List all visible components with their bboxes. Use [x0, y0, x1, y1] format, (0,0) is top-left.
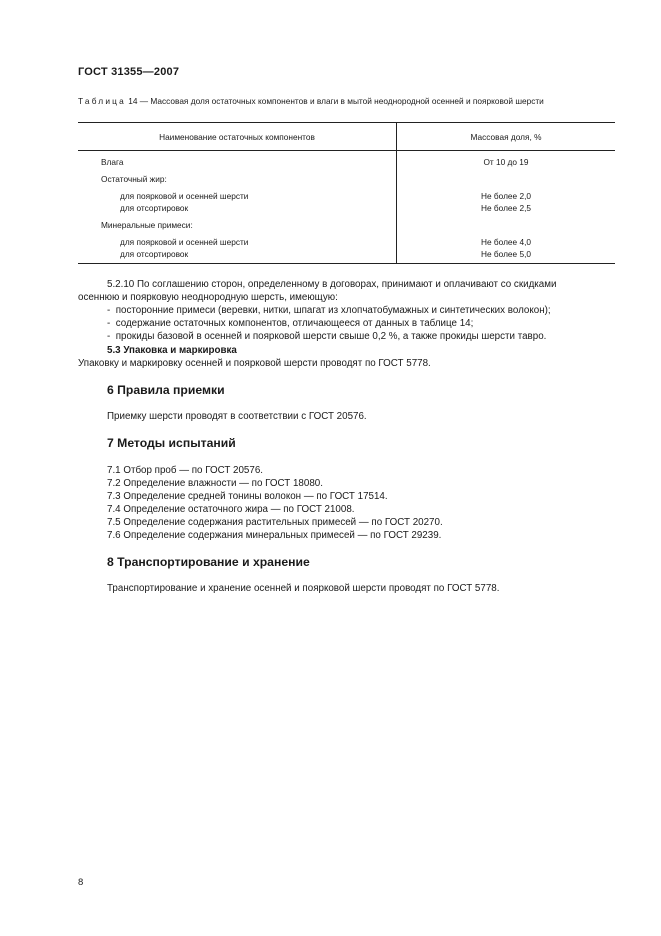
row-name: Влага [78, 156, 397, 168]
method-item: 7.5 Определение содержания растительных примесей — по ГОСТ 20270. [107, 517, 443, 528]
table-row [78, 202, 615, 214]
row-name: для отсортировок [78, 248, 397, 264]
row-value: От 10 до 19 [483, 157, 529, 167]
row-name: Остаточный жир: [78, 173, 397, 185]
table-header-row [78, 123, 615, 151]
clause-5-2-10-line1: 5.2.10 По соглашению сторон, определенному в договорах, принимают и оплачивают со скидками [107, 279, 557, 290]
table-row [78, 156, 615, 168]
clause-5-3-text: Упаковку и маркировку осенней и поярковой шерсти проводят по ГОСТ 5778. [78, 358, 431, 369]
row-value [397, 173, 616, 185]
method-item: 7.1 Отбор проб — по ГОСТ 20576. [107, 465, 264, 476]
column-header-mass: Массовая доля, % [397, 123, 616, 151]
row-value: Не более 2,0 [480, 191, 531, 201]
row-name: для поярковой и осенней шерсти [78, 236, 397, 248]
table-row [78, 248, 615, 264]
table-caption-label: Таблица [78, 96, 126, 106]
table-caption-text: 14 — Массовая доля остаточных компонентов и влаги в мытой неоднородной осенней и поярковой шерсти [125, 96, 544, 106]
column-header-name: Наименование остаточных компонентов [78, 123, 397, 151]
bullet-item: - посторонние примеси (веревки, нитки, шпагат из хлопчатобумажных и синтетических волокон); [107, 305, 551, 316]
section-7-heading: 7 Методы испытаний [107, 436, 236, 450]
section-6-heading: 6 Правила приемки [107, 383, 225, 397]
row-value: Не более 4,0 [480, 237, 531, 247]
components-table [78, 122, 615, 264]
page-number: 8 [78, 877, 84, 888]
table-row [78, 173, 615, 185]
row-name: для поярковой и осенней шерсти [78, 190, 397, 202]
row-name: для отсортировок [78, 202, 397, 214]
bullet-item: - прокиды базовой в осенней и поярковой шерсти свыше 0,2 %, а также прокиды шерсти тавро. [107, 331, 547, 342]
method-item: 7.6 Определение содержания минеральных примесей — по ГОСТ 29239. [107, 530, 442, 541]
table-row [78, 190, 615, 202]
method-item: 7.3 Определение средней тонины волокон — по ГОСТ 17514. [107, 491, 388, 502]
table-caption [78, 95, 614, 107]
clause-5-3-heading: 5.3 Упаковка и маркировка [107, 345, 237, 356]
clause-5-2-10-line2: осеннюю и поярковую неоднородную шерсть, имеющую: [78, 292, 338, 303]
document-header: ГОСТ 31355—2007 [78, 66, 180, 78]
method-item: 7.4 Определение остаточного жира — по ГОСТ 21008. [107, 504, 355, 515]
row-value: Не более 2,5 [480, 203, 531, 213]
table-row [78, 219, 615, 231]
table-row [78, 236, 615, 248]
bullet-marker: - [107, 305, 111, 316]
bullet-marker: - [107, 318, 111, 329]
section-6-text: Приемку шерсти проводят в соответствии с ГОСТ 20576. [107, 411, 367, 422]
method-item: 7.2 Определение влажности — по ГОСТ 18080. [107, 478, 323, 489]
row-name: Минеральные примеси: [78, 219, 397, 231]
row-value: Не более 5,0 [397, 248, 616, 264]
bullet-marker: - [107, 331, 111, 342]
section-8-text: Транспортирование и хранение осенней и поярковой шерсти проводят по ГОСТ 5778. [107, 583, 500, 594]
row-value [397, 219, 616, 231]
section-8-heading: 8 Транспортирование и хранение [107, 555, 310, 569]
bullet-item: - содержание остаточных компонентов, отличающееся от данных в таблице 14; [107, 318, 474, 329]
